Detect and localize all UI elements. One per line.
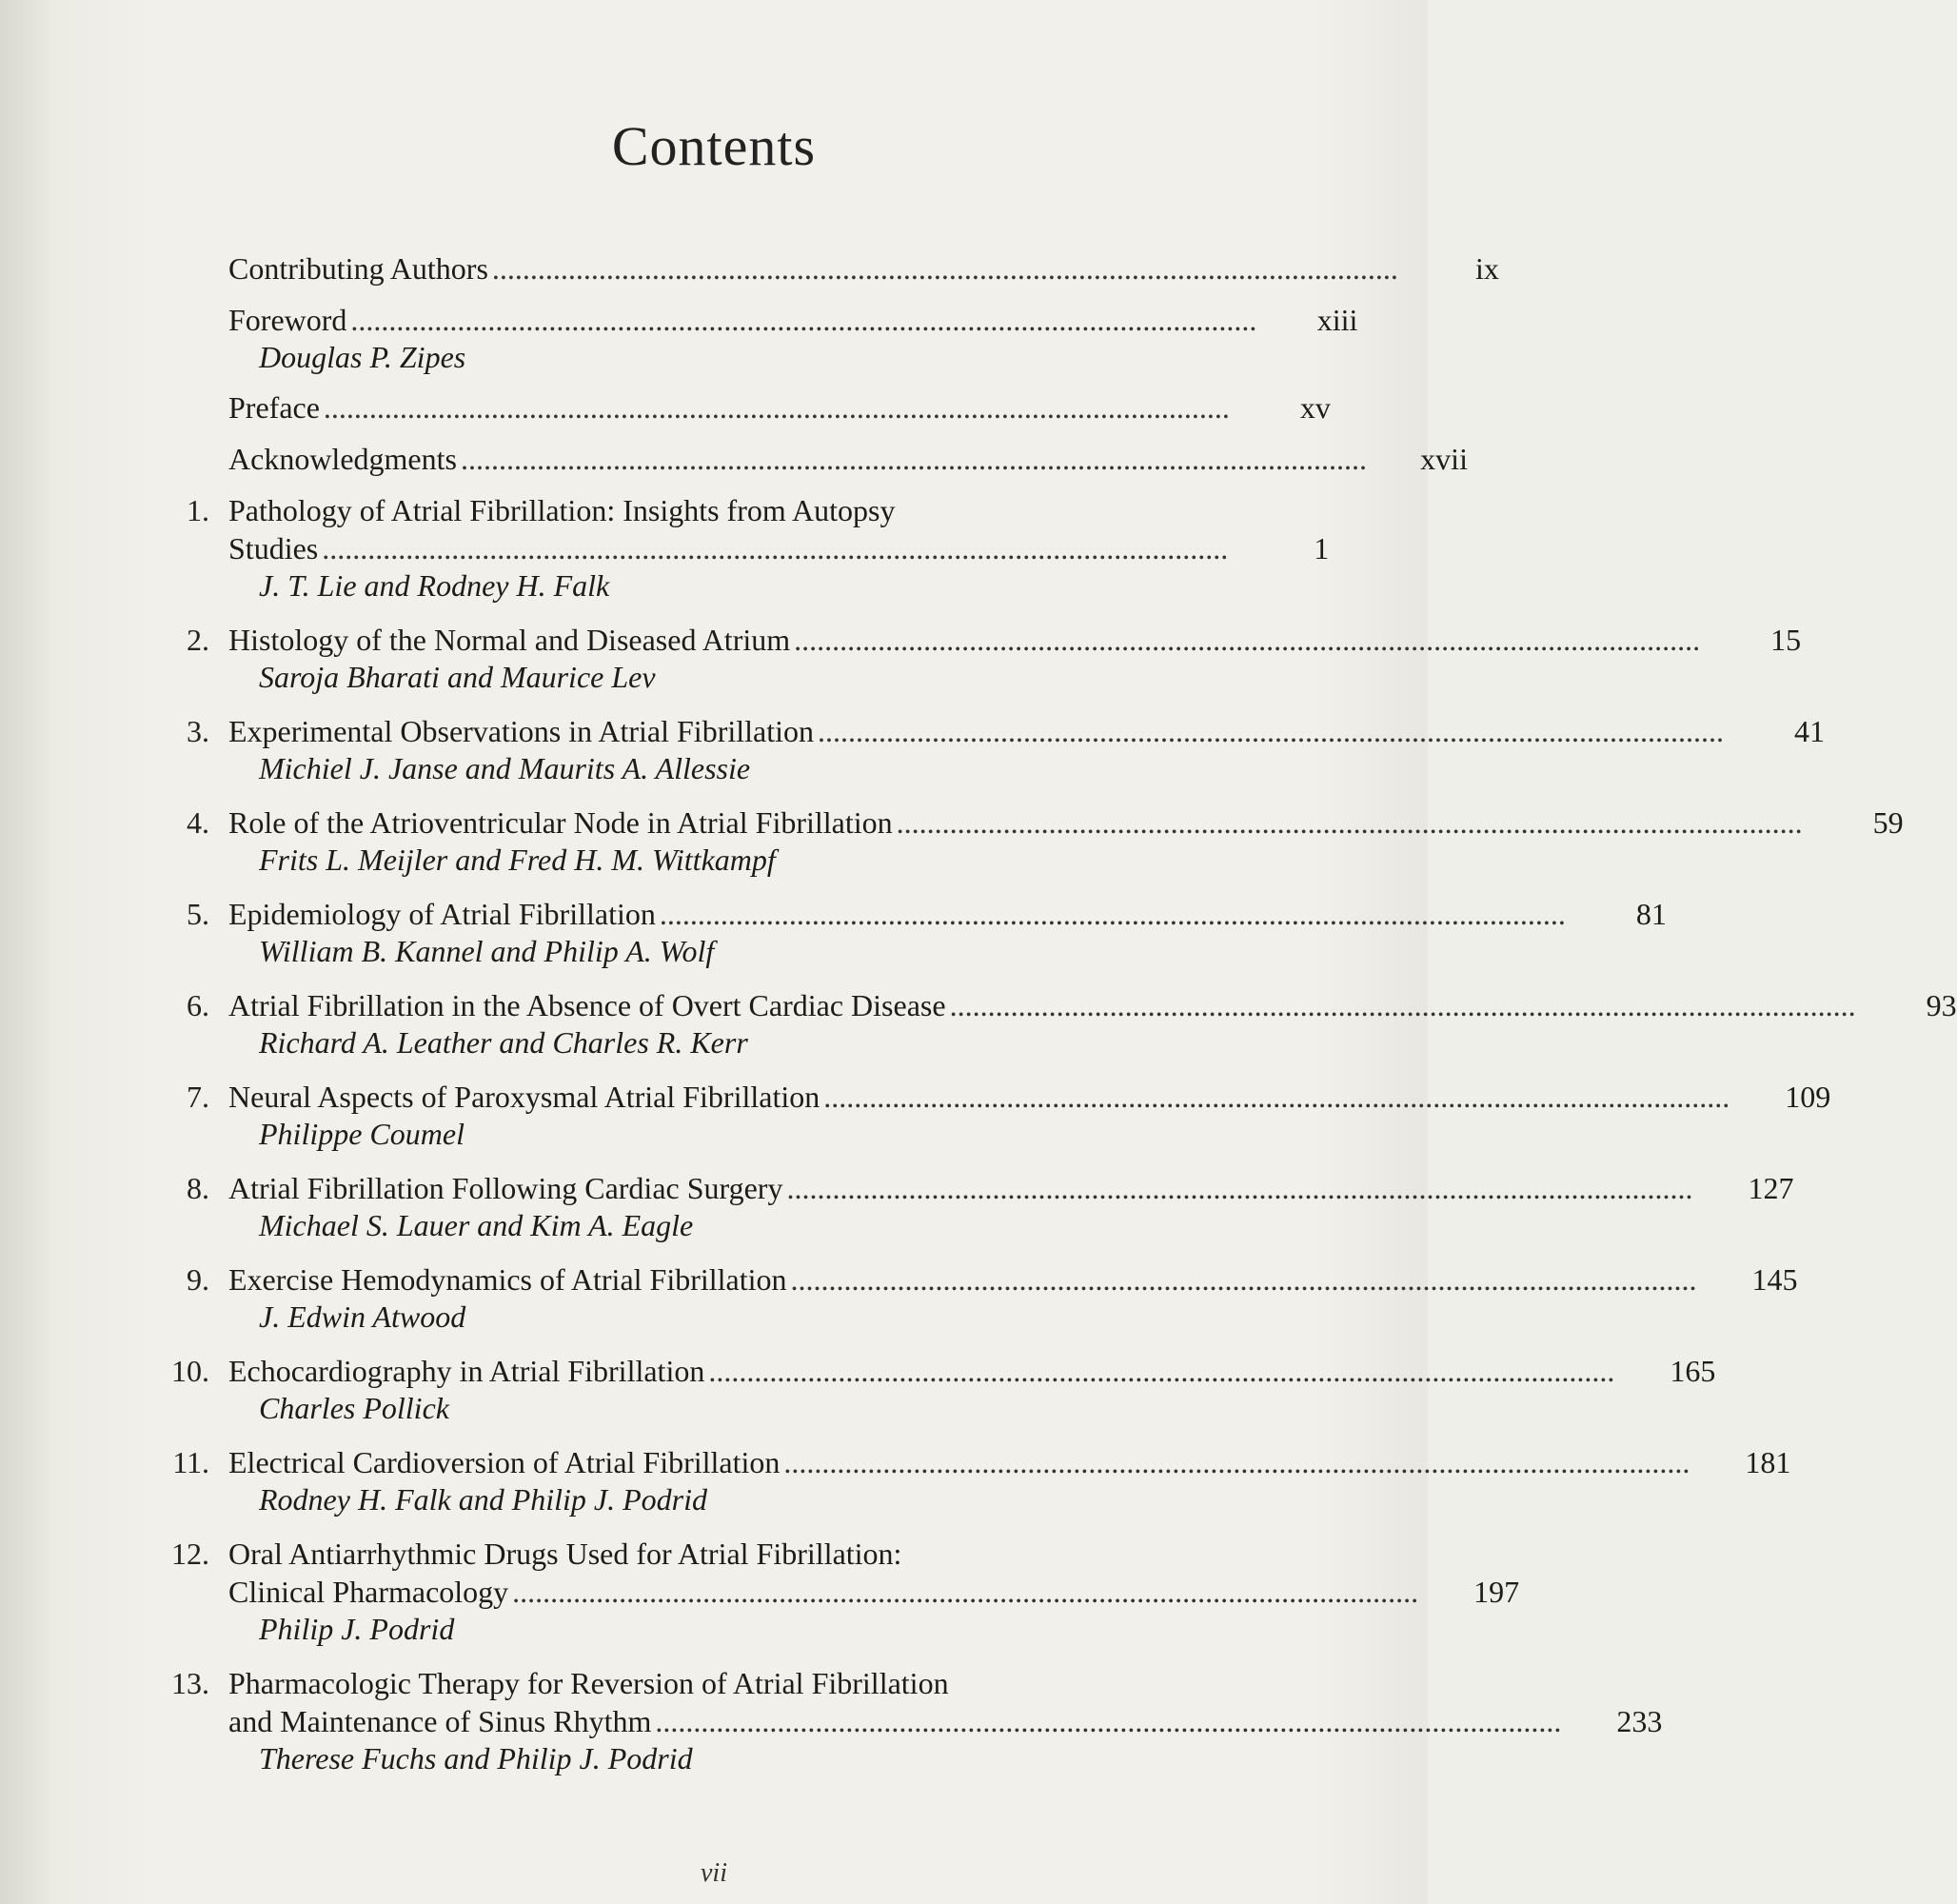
entry-body <box>228 1260 1693 1335</box>
toc-chapter-entry <box>143 1352 1716 1426</box>
entry-number-spacer <box>143 301 228 375</box>
chapter-number: 4. <box>187 805 209 840</box>
front-matter-list <box>143 249 1499 478</box>
chapter-title: Role of the Atrioventricular Node in Atrial Fibrillation . . . <box>228 803 1799 842</box>
chapter-page: 41 <box>1794 714 1825 748</box>
chapter-page: 165 <box>1670 1354 1716 1388</box>
toc-chapter-entry <box>143 986 1957 1061</box>
toc-chapter-entry <box>143 1078 1831 1152</box>
chapter-list <box>143 491 1957 1776</box>
entry-title: Preface . . . <box>228 388 1226 426</box>
chapter-title: Electrical Cardioversion of Atrial Fibrillation . . . <box>228 1443 1686 1481</box>
toc-entry <box>143 440 1468 478</box>
toc-entry <box>143 388 1331 426</box>
page-title: Contents <box>611 115 817 177</box>
chapter-page: 93 <box>1926 988 1957 1022</box>
entry-number-spacer <box>143 388 228 426</box>
entry-title: Acknowledgments . . . <box>228 440 1363 478</box>
chapter-page: 59 <box>1872 805 1904 840</box>
entry-body <box>228 1443 1686 1517</box>
toc-chapter-entry <box>143 621 1802 695</box>
chapter-title: Exercise Hemodynamics of Atrial Fibrillation . . . <box>228 1260 1693 1299</box>
chapter-title: Experimental Observations in Atrial Fibrillation . . . <box>228 712 1720 750</box>
entry-title: Foreword . . . <box>228 301 1253 339</box>
chapter-author: Michael S. Lauer and Kim A. Eagle <box>259 1208 694 1242</box>
toc-chapter-entry <box>143 895 1667 969</box>
entry-body <box>228 249 1394 288</box>
toc-chapter-entry <box>143 712 1825 786</box>
entry-title: Contributing Authors . . . <box>228 249 1394 288</box>
entry-body <box>228 1352 1611 1426</box>
page-number: vii <box>701 1858 727 1888</box>
chapter-page: 15 <box>1770 623 1802 657</box>
chapter-title: Atrial Fibrillation Following Cardiac Surgery . . . <box>228 1169 1689 1207</box>
chapter-author: Therese Fuchs and Philip J. Podrid <box>259 1741 693 1775</box>
entry-body <box>228 301 1253 375</box>
entry-body <box>228 621 1696 695</box>
entry-body <box>228 388 1226 426</box>
toc-chapter-entry <box>143 1535 1520 1647</box>
entry-page: xiii <box>1316 303 1358 337</box>
chapter-author: Philip J. Podrid <box>259 1612 455 1646</box>
chapter-title-line: Pharmacologic Therapy for Reversion of Atrial Fibrillation <box>228 1666 949 1700</box>
chapter-number: 1. <box>187 493 209 527</box>
chapter-page: 145 <box>1751 1262 1798 1297</box>
chapter-title: Echocardiography in Atrial Fibrillation . . . <box>228 1352 1611 1390</box>
toc-entry <box>143 249 1499 288</box>
entry-page: ix <box>1475 251 1499 286</box>
entry-body <box>228 803 1799 878</box>
chapter-number: 12. <box>171 1537 209 1571</box>
chapter-author: J. T. Lie and Rodney H. Falk <box>259 568 610 603</box>
chapter-title: Atrial Fibrillation in the Absence of Overt Cardiac Disease . . . <box>228 986 1852 1024</box>
chapter-author: Charles Pollick <box>259 1391 449 1425</box>
entry-body <box>228 1535 1414 1647</box>
chapter-title-line: and Maintenance of Sinus Rhythm . . . <box>228 1702 1557 1740</box>
toc-chapter-entry <box>143 491 1330 604</box>
toc-chapter-entry <box>143 803 1904 878</box>
chapter-title: Histology of the Normal and Diseased Atrium . . . <box>228 621 1696 659</box>
chapter-number: 7. <box>187 1080 209 1114</box>
chapter-page: 81 <box>1635 897 1667 931</box>
chapter-page: 197 <box>1473 1575 1520 1609</box>
entry-body <box>228 712 1720 786</box>
chapter-number: 10. <box>171 1354 209 1388</box>
toc-chapter-entry <box>143 1664 1663 1776</box>
entry-number-spacer <box>143 249 228 288</box>
toc-chapter-entry <box>143 1443 1791 1517</box>
chapter-author: Saroja Bharati and Maurice Lev <box>259 660 656 694</box>
chapter-number: 11. <box>172 1445 209 1479</box>
chapter-page: 127 <box>1748 1171 1794 1205</box>
entry-body <box>228 440 1363 478</box>
chapter-author: Richard A. Leather and Charles R. Kerr <box>259 1025 748 1060</box>
chapter-number: 6. <box>187 988 209 1022</box>
toc-chapter-entry <box>143 1260 1798 1335</box>
chapter-title-line: Studies . . . <box>228 529 1224 567</box>
chapter-author: Rodney H. Falk and Philip J. Podrid <box>259 1482 708 1517</box>
chapter-number: 3. <box>187 714 209 748</box>
chapter-title: Epidemiology of Atrial Fibrillation . . . <box>228 895 1562 933</box>
entry-body <box>228 895 1562 969</box>
chapter-author: William B. Kannel and Philip A. Wolf <box>259 934 715 968</box>
toc-chapter-entry <box>143 1169 1794 1243</box>
chapter-page: 1 <box>1314 531 1330 565</box>
chapter-number: 2. <box>187 623 209 657</box>
chapter-author: Philippe Coumel <box>259 1117 465 1151</box>
entry-number-spacer <box>143 440 228 478</box>
chapter-title-line: Oral Antiarrhythmic Drugs Used for Atrial Fibrillation: <box>228 1537 902 1571</box>
entry-page: xvii <box>1420 442 1468 476</box>
chapter-page: 181 <box>1745 1445 1791 1479</box>
chapter-author: Michiel J. Janse and Maurits A. Allessie <box>259 751 751 785</box>
chapter-title-line: Pathology of Atrial Fibrillation: Insights from Autopsy <box>228 493 896 527</box>
entry-body <box>228 1078 1726 1152</box>
entry-body <box>228 491 1224 604</box>
table-of-contents <box>143 249 1957 1794</box>
chapter-page: 233 <box>1616 1704 1663 1738</box>
chapter-number: 13. <box>171 1666 209 1700</box>
chapter-number: 8. <box>187 1171 209 1205</box>
chapter-page: 109 <box>1785 1080 1831 1114</box>
chapter-number: 9. <box>187 1262 209 1297</box>
entry-author: Douglas P. Zipes <box>259 340 466 374</box>
entry-page: xv <box>1299 390 1331 425</box>
toc-entry <box>143 301 1358 375</box>
chapter-number: 5. <box>187 897 209 931</box>
chapter-author: J. Edwin Atwood <box>259 1299 466 1334</box>
entry-body <box>228 986 1852 1061</box>
entry-body <box>228 1169 1689 1243</box>
chapter-title: Neural Aspects of Paroxysmal Atrial Fibrillation . . . <box>228 1078 1726 1116</box>
chapter-title-line: Clinical Pharmacology . . . <box>228 1573 1414 1611</box>
entry-body <box>228 1664 1557 1776</box>
chapter-author: Frits L. Meijler and Fred H. M. Wittkampf <box>259 843 776 877</box>
